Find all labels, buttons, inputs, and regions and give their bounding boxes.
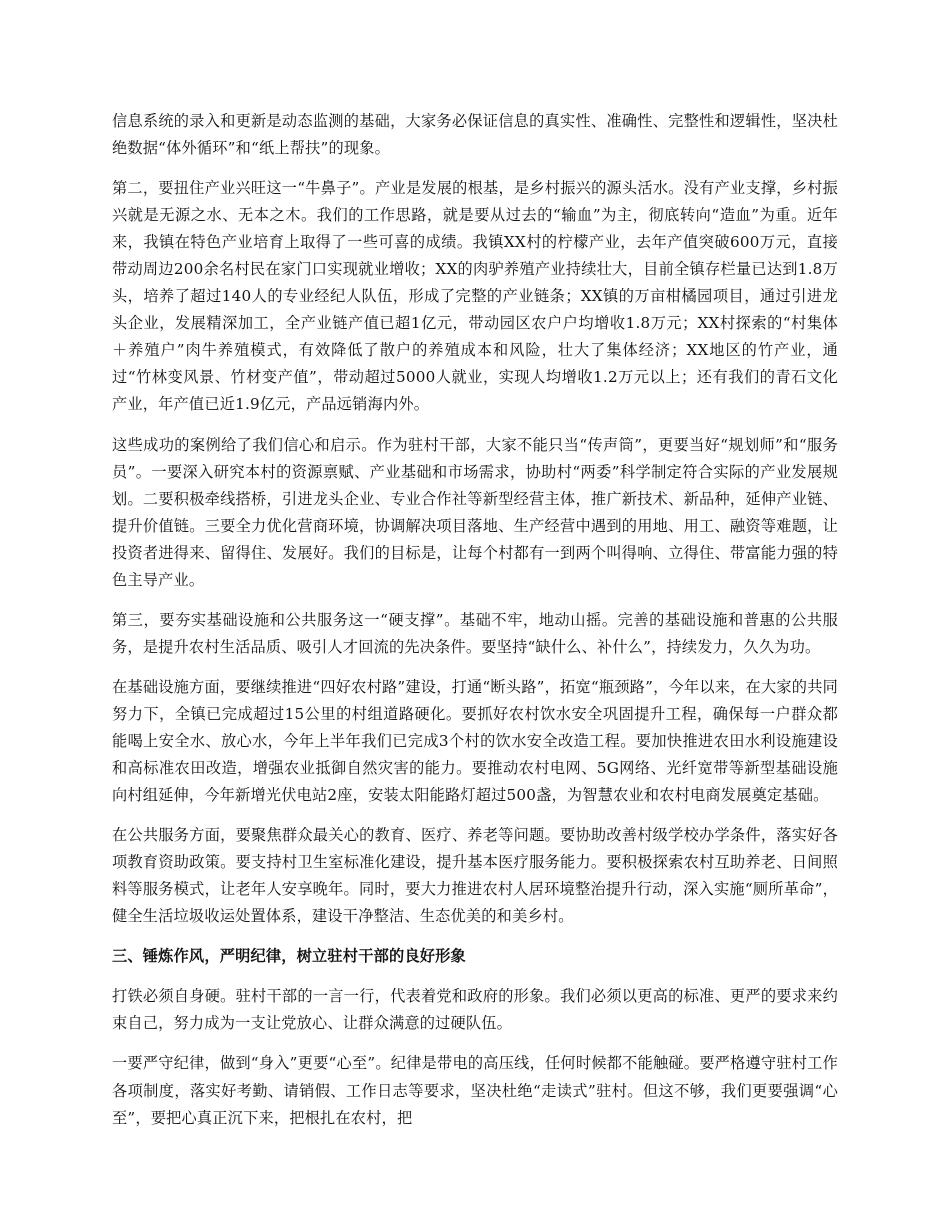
- paragraph: 打铁必须自身硬。驻村干部的一言一行，代表着党和政府的形象。我们必须以更高的标准、更严的要求来约束自己，努力成为一支让党放心、让群众满意的过硬队伍。: [112, 987, 838, 1033]
- paragraph: 第二，要扭住产业兴旺这一“牛鼻子”。产业是发展的根基，是乡村振兴的源头活水。没有产业支撑，乡村振兴就是无源之水、无本之木。我们的工作思路，就是要从过去的“输血”为主，彻底转向“造血”为重。近年来，我镇在特色产业培育上取得了一些可喜的成绩。我镇XX村的柠檬产业，去年产值突破600万元，直接带动周边200余名村民在家门口实现就业增收；XX的肉驴养殖产业持续壮大，目前全镇存栏量已达到1.8万头，培养了超过140人的专业经纪人队伍，形成了完整的产业链条；XX镇的万亩柑橘园项目，通过引进龙头企业，发展精深加工，全产业链产值已超1亿元，带动园区农户户均增收1.8万元；XX村探索的“村集体＋养殖户”肉牛养殖模式，有效降低了散户的养殖成本和风险，壮大了集体经济；XX地区的竹产业，通过“竹林变风景、竹材变产值”，带动超过5000人就业，实现人均增收1.2万元以上；还有我们的青石文化产业，年产值已近1.9亿元，产品远销海内外。: [112, 179, 838, 414]
- document-body: [112, 108, 838, 1132]
- paragraph: 一要严守纪律，做到“身入”更要“心至”。纪律是带电的高压线，任何时候都不能触碰。要严格遵守驻村工作各项制度，落实好考勤、请销假、工作日志等要求，坚决杜绝“走读式”驻村。但这不够，我们更要强调“心至”，要把心真正沉下来，把根扎在农村，把: [112, 1054, 838, 1127]
- paragraph: 在基础设施方面，要继续推进“四好农村路”建设，打通“断头路”，拓宽“瓶颈路”，今年以来，在大家的共同努力下，全镇已完成超过15公里的村组道路硬化。要抓好农村饮水安全巩固提升工程，确保每一户群众都能喝上安全水、放心水，今年上半年我们已完成3个村的饮水安全改造工程。要加快推进农田水利设施建设和高标准农田改造，增强农业抵御自然灾害的能力。要推动农村电网、5G网络、光纤宽带等新型基础设施向村组延伸，今年新增光伏电站2座，安装太阳能路灯超过500盏，为智慧农业和农村电商发展奠定基础。: [112, 677, 838, 805]
- paragraph: 这些成功的案例给了我们信心和启示。作为驻村干部，大家不能只当“传声筒”，更要当好“规划师”和“服务员”。一要深入研究本村的资源禀赋、产业基础和市场需求，协助村“两委”科学制定符合实际的产业发展规划。二要积极牵线搭桥，引进龙头企业、专业合作社等新型经营主体，推广新技术、新品种，延伸产业链、提升价值链。三要全力优化营商环境，协调解决项目落地、生产经营中遇到的用地、用工、融资等难题，让投资者进得来、留得住、发展好。我们的目标是，让每个村都有一到两个叫得响、立得住、带富能力强的特色主导产业。: [112, 435, 838, 589]
- paragraph: 第三，要夯实基础设施和公共服务这一“硬支撑”。基础不牢，地动山摇。完善的基础设施和普惠的公共服务，是提升农村生活品质、吸引人才回流的先决条件。要坚持“缺什么、补什么”，持续发力，久久为功。: [112, 610, 838, 656]
- paragraph: 信息系统的录入和更新是动态监测的基础，大家务必保证信息的真实性、准确性、完整性和逻辑性，坚决杜绝数据“体外循环”和“纸上帮扶”的现象。: [112, 112, 838, 158]
- section-heading: 三、锤炼作风，严明纪律，树立驻村干部的良好形象: [112, 947, 466, 966]
- paragraph: 在公共服务方面，要聚焦群众最关心的教育、医疗、养老等问题。要协助改善村级学校办学条件，落实好各项教育资助政策。要支持村卫生室标准化建设，提升基本医疗服务能力。要积极探索农村互助养老、日间照料等服务模式，让老年人安享晚年。同时，要大力推进农村人居环境整治提升行动，深入实施“厕所革命”，健全生活垃圾收运处置体系，建设干净整洁、生态优美的和美乡村。: [112, 826, 838, 926]
